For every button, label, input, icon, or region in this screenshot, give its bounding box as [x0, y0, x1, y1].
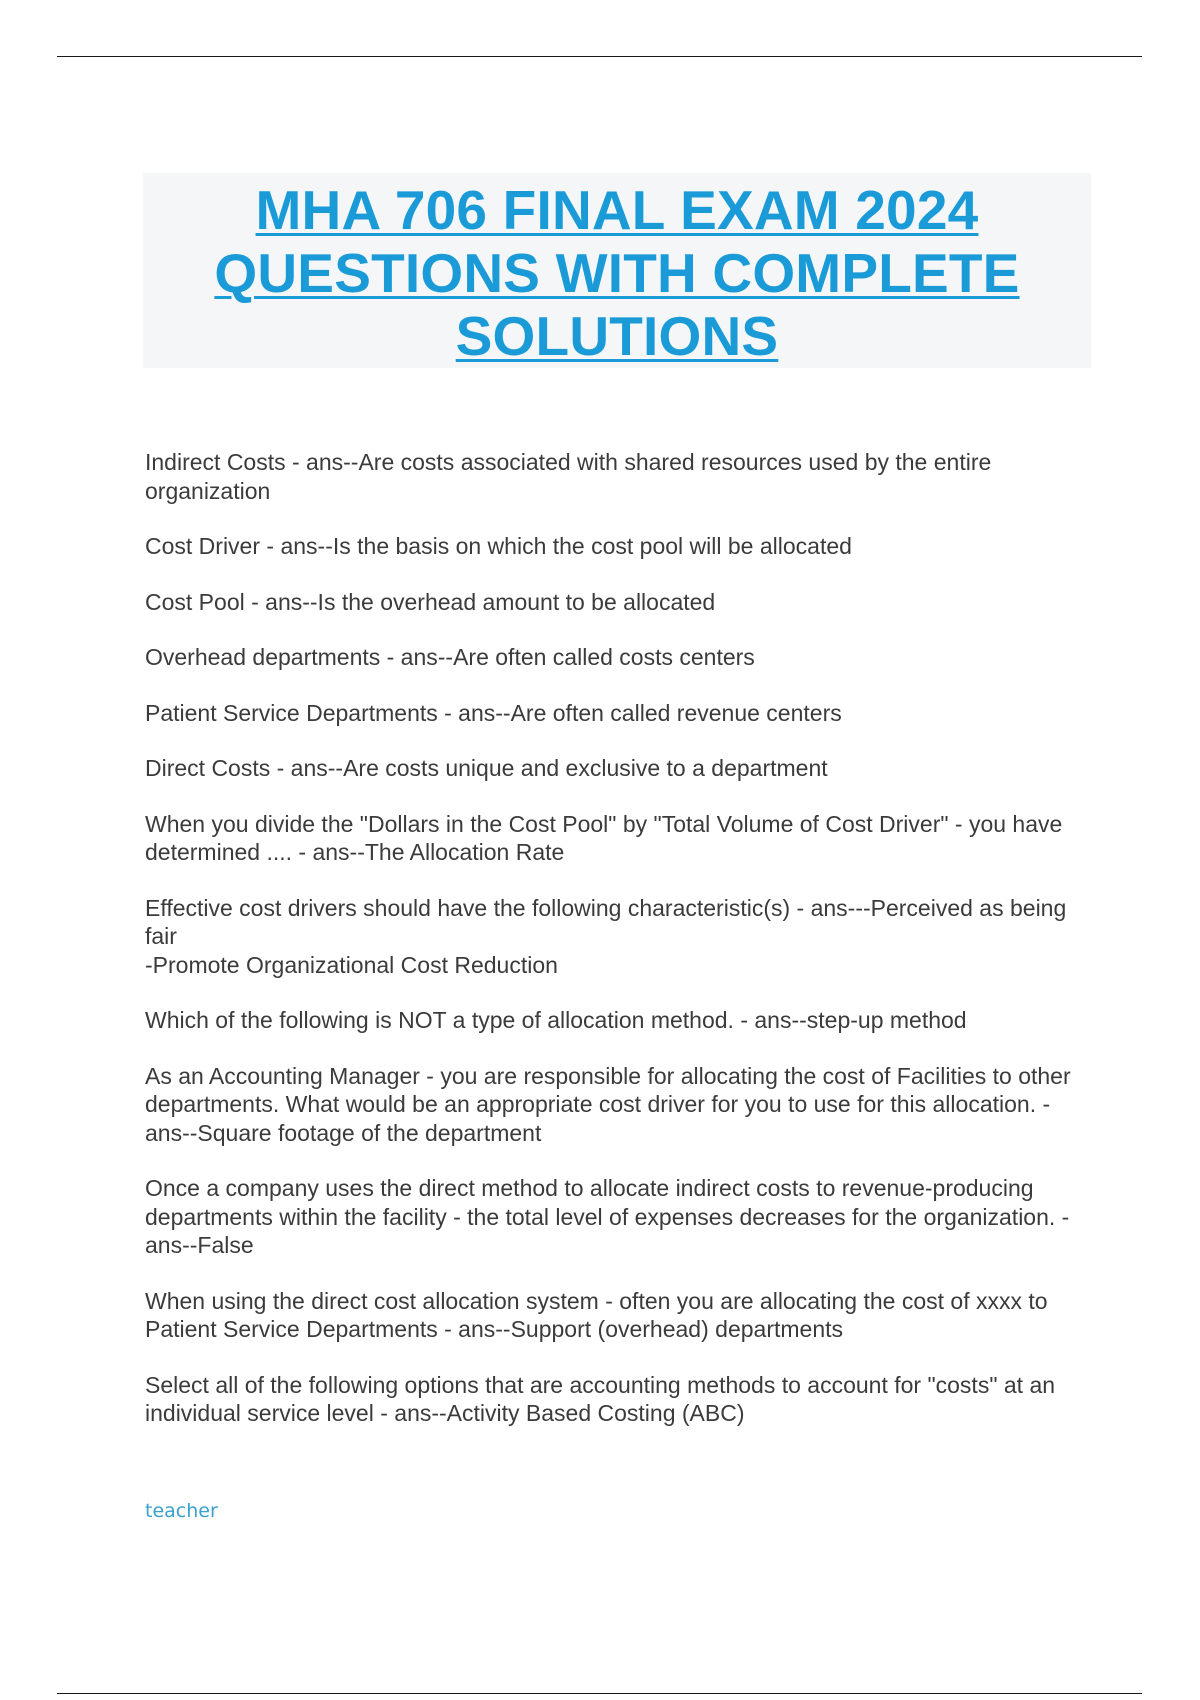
qa-item: Overhead departments - ans--Are often called costs centers — [145, 644, 755, 670]
top-rule — [57, 56, 1142, 57]
qa-item: Which of the following is NOT a type of allocation method. - ans--step-up method — [145, 1007, 967, 1033]
title-banner — [143, 173, 1091, 368]
qa-item: Cost Driver - ans--Is the basis on which the cost pool will be allocated — [145, 533, 852, 559]
qa-item: Select all of the following options that are accounting methods to account for "costs" at an individual service level - ans--Activity Based Costing (ABC) — [145, 1371, 1056, 1426]
qa-list — [145, 448, 1095, 1455]
qa-item: When using the direct cost allocation system - often you are allocating the cost of xxxx to Patient Service Departments - ans--Support (overhead) departments — [145, 1287, 1048, 1342]
qa-item: Once a company uses the direct method to allocate indirect costs to revenue-producing departments within the facility - the total level of expenses decreases for the organization. - ans--False — [145, 1175, 1070, 1258]
title-line-1: MHA 706 FINAL EXAM 2024 — [255, 179, 979, 241]
qa-item: When you divide the "Dollars in the Cost Pool" by "Total Volume of Cost Driver" - you have determined .... - ans--The Allocation Rate — [145, 810, 1063, 865]
document-title — [143, 179, 1091, 368]
watermark-text: teacher — [145, 1500, 218, 1522]
title-line-2: QUESTIONS WITH COMPLETE — [214, 242, 1020, 304]
qa-item: As an Accounting Manager - you are responsible for allocating the cost of Facilities to other departments. What would be an appropriate cost driver for you to use for this allocation. - ans--Square footage of the department — [145, 1062, 1071, 1146]
title-line-3: SOLUTIONS — [455, 305, 779, 367]
qa-item: Patient Service Departments - ans--Are often called revenue centers — [145, 699, 842, 726]
qa-item: Indirect Costs - ans--Are costs associated with shared resources used by the entire organization — [145, 449, 992, 504]
qa-item: Cost Pool - ans--Is the overhead amount to be allocated — [145, 588, 716, 615]
qa-item: Effective cost drivers should have the following characteristic(s) - ans---Perceived as being fair -Promote Organizational Cost Reduction — [145, 894, 1067, 978]
qa-item: Direct Costs - ans--Are costs unique and exclusive to a department — [145, 755, 828, 781]
bottom-rule — [57, 1693, 1142, 1694]
